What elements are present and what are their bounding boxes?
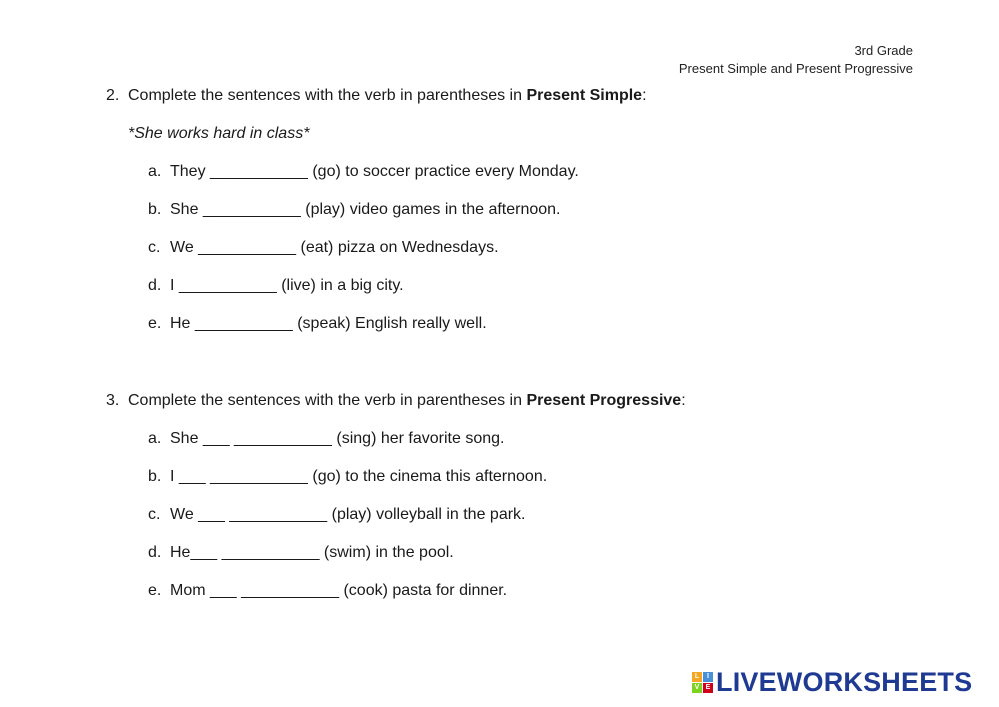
logo-grid-icon bbox=[692, 672, 713, 693]
list-item[interactable] bbox=[148, 430, 504, 448]
item-text: Mom ___ ___________ (cook) pasta for dinner. bbox=[170, 582, 508, 599]
prompt-text: Complete the sentences with the verb in parentheses in bbox=[128, 87, 527, 104]
logo-text: LIVEWORKSHEETS bbox=[716, 667, 973, 697]
list-item[interactable] bbox=[148, 506, 526, 524]
item-letter: c. bbox=[148, 506, 161, 523]
logo-cell-i: I bbox=[703, 672, 713, 682]
item-letter: b. bbox=[148, 201, 162, 218]
list-item[interactable] bbox=[148, 582, 507, 600]
liveworksheets-logo[interactable] bbox=[692, 668, 972, 696]
item-text: He___ ___________ (swim) in the pool. bbox=[170, 544, 454, 561]
item-text: They ___________ (go) to soccer practice every Monday. bbox=[170, 163, 579, 180]
logo-cell-v: V bbox=[692, 683, 702, 693]
item-text: He ___________ (speak) English really well. bbox=[170, 315, 487, 332]
prompt-tense: Present Progressive bbox=[526, 392, 682, 409]
topic-label: Present Simple and Present Progressive bbox=[678, 61, 913, 76]
list-item[interactable] bbox=[148, 201, 561, 219]
question-3-prompt bbox=[106, 392, 686, 410]
item-text: She ___________ (play) video games in the afternoon. bbox=[170, 201, 561, 218]
item-text: I ___ ___________ (go) to the cinema this afternoon. bbox=[170, 468, 548, 485]
item-text: She ___ ___________ (sing) her favorite song. bbox=[170, 430, 505, 447]
prompt-suffix: : bbox=[681, 392, 686, 409]
item-letter: d. bbox=[148, 277, 162, 294]
question-2-prompt bbox=[106, 87, 647, 105]
question-number: 3. bbox=[106, 392, 120, 409]
prompt-tense: Present Simple bbox=[526, 87, 643, 104]
item-letter: a. bbox=[148, 430, 162, 447]
list-item[interactable] bbox=[148, 277, 404, 295]
item-letter: c. bbox=[148, 239, 161, 256]
item-letter: b. bbox=[148, 468, 162, 485]
worksheet-header bbox=[679, 42, 913, 78]
item-text: We ___________ (eat) pizza on Wednesdays. bbox=[170, 239, 499, 256]
example-sentence: *She works hard in class* bbox=[128, 125, 310, 142]
item-letter: e. bbox=[148, 315, 162, 332]
item-letter: a. bbox=[148, 163, 162, 180]
question-number: 2. bbox=[106, 87, 120, 104]
item-text: I ___________ (live) in a big city. bbox=[170, 277, 404, 294]
list-item[interactable] bbox=[148, 468, 547, 486]
list-item[interactable] bbox=[148, 163, 579, 181]
logo-cell-e: E bbox=[703, 683, 713, 693]
item-letter: d. bbox=[148, 544, 162, 561]
list-item[interactable] bbox=[148, 544, 454, 562]
item-text: We ___ ___________ (play) volleyball in the park. bbox=[170, 506, 526, 523]
list-item[interactable] bbox=[148, 315, 487, 333]
logo-cell-l: L bbox=[692, 672, 702, 682]
prompt-text: Complete the sentences with the verb in parentheses in bbox=[128, 392, 527, 409]
grade-label: 3rd Grade bbox=[854, 43, 913, 58]
item-letter: e. bbox=[148, 582, 162, 599]
list-item[interactable] bbox=[148, 239, 499, 257]
prompt-suffix: : bbox=[642, 87, 647, 104]
